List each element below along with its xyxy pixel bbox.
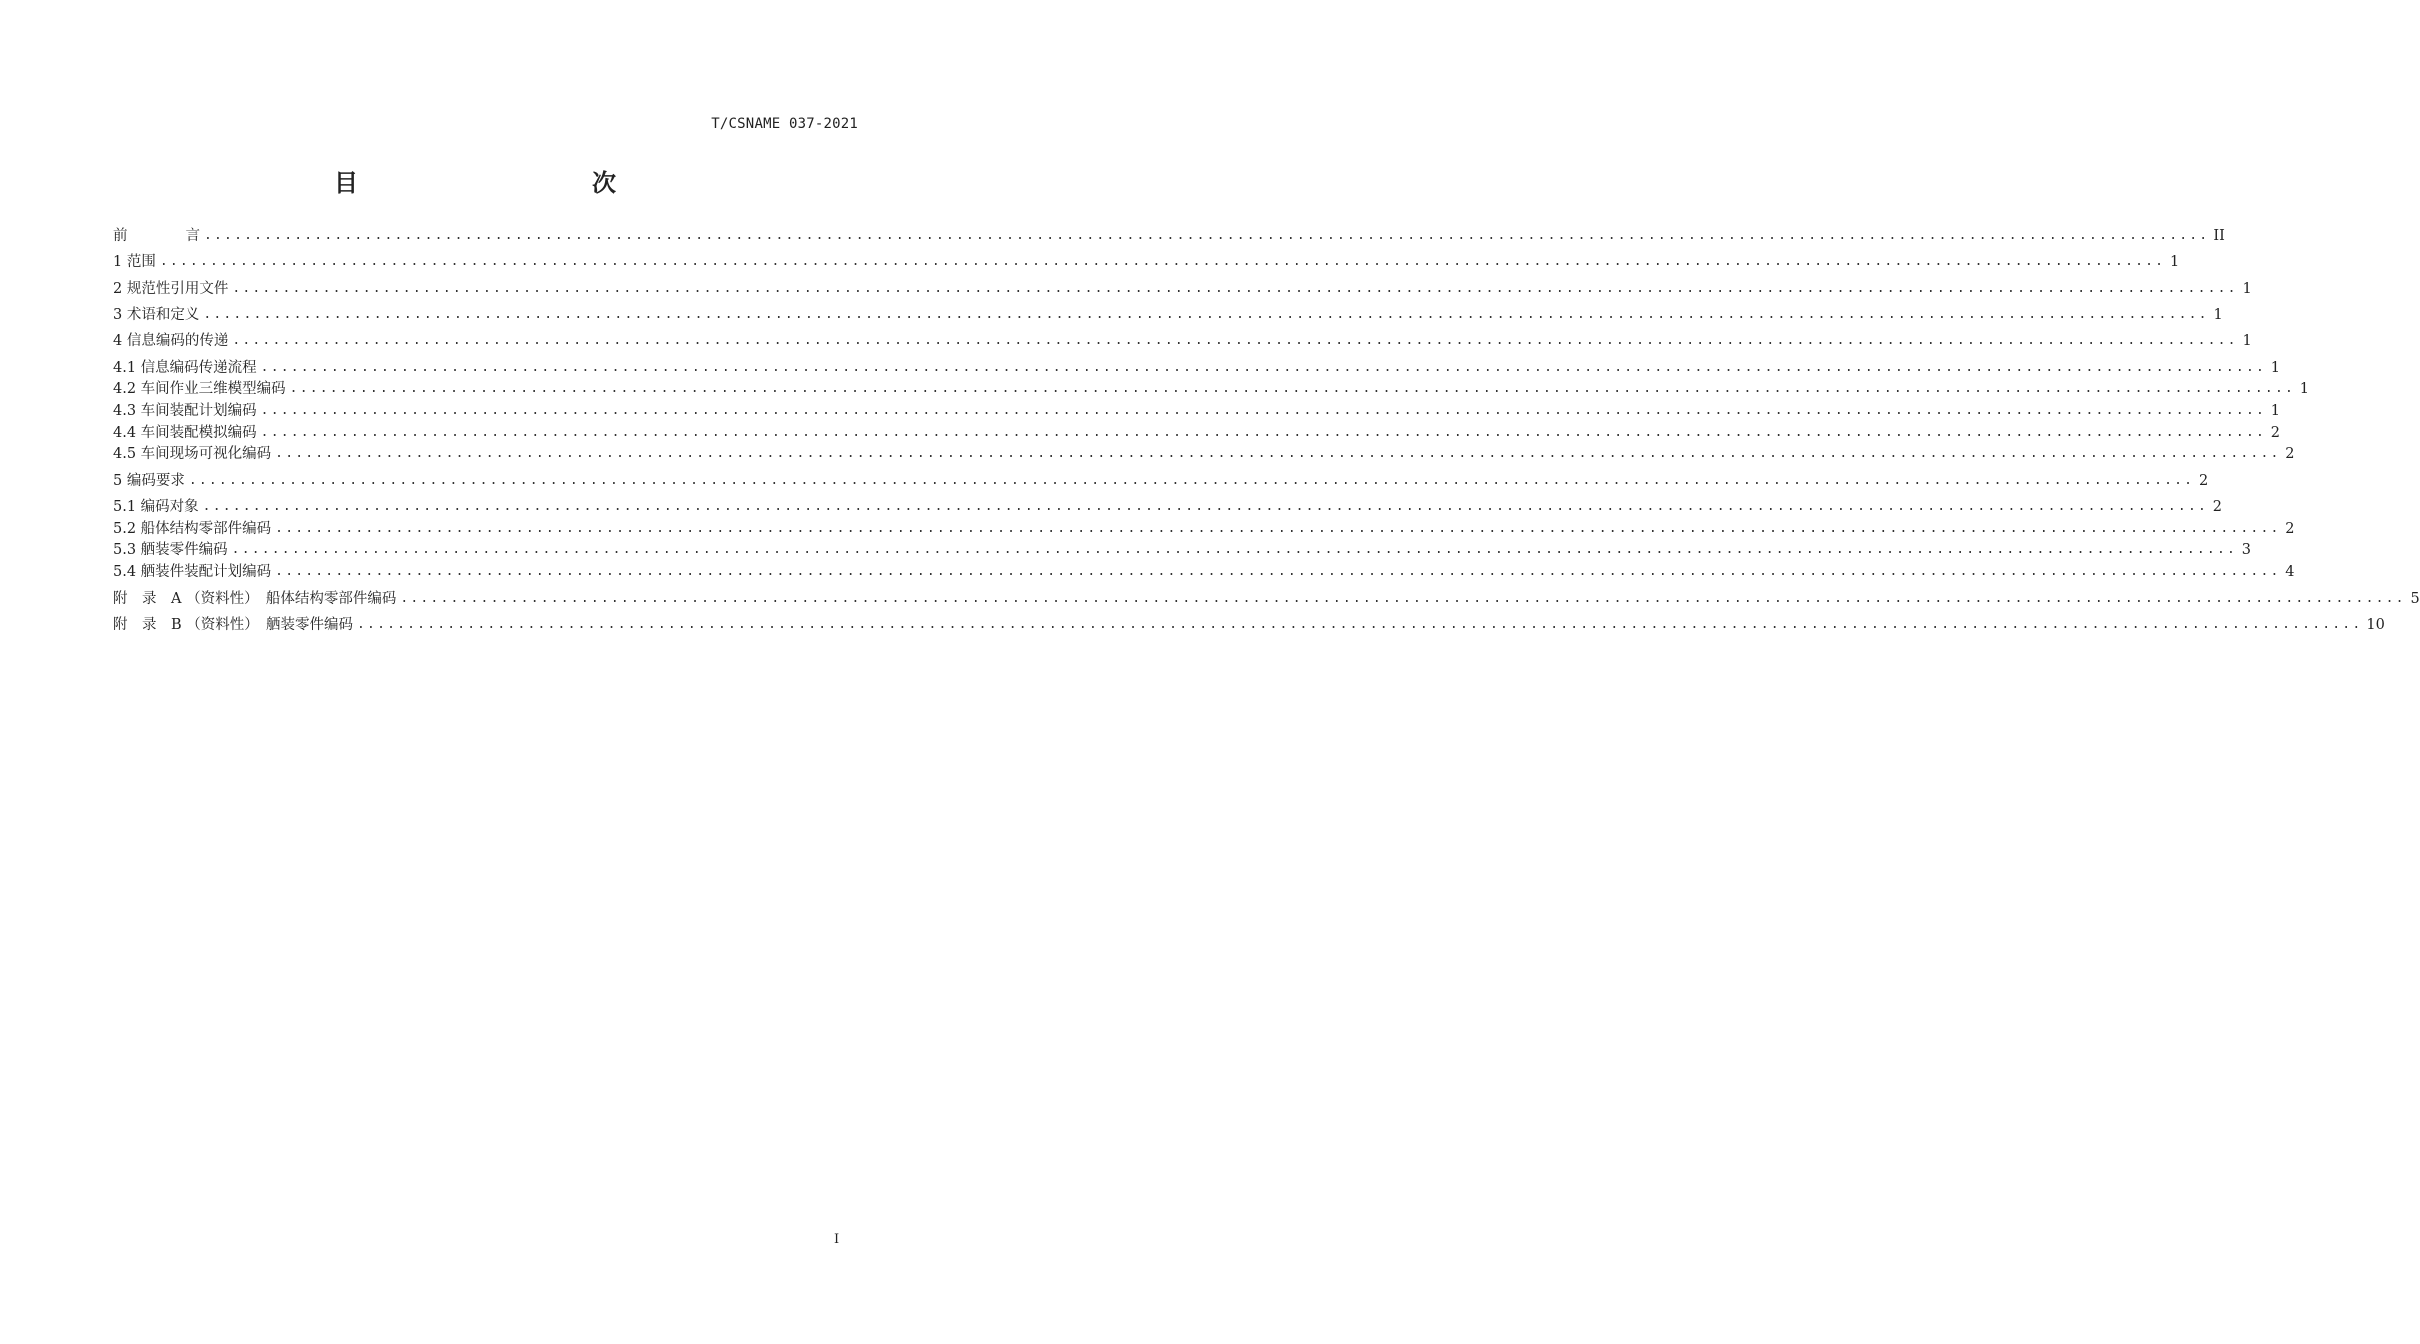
dot-leader: ........................................................................................................................................................................................................	[203, 307, 2209, 322]
toc-entry-label: 1 范围	[113, 254, 156, 270]
toc-entry-page: 1	[2242, 333, 2252, 349]
toc-entry-label: 附 录 A （资料性） 船体结构零部件编码	[113, 591, 397, 607]
toc-entry-5-2[interactable]	[113, 518, 2295, 540]
standard-number: T/CSNAME 037-2021	[711, 116, 858, 132]
toc-entry-label: 5 编码要求	[113, 473, 185, 489]
dot-leader: ........................................................................................................................................................................................................	[232, 281, 2238, 296]
toc-entry-4-1[interactable]	[113, 357, 2281, 379]
toc-entry-page: 2	[2212, 499, 2223, 515]
toc-entry-label: 4.4 车间装配模拟编码	[113, 425, 257, 441]
dot-leader: ........................................................................................................................................................................................................	[204, 228, 2210, 243]
dot-leader: ........................................................................................................................................................................................................	[202, 499, 2209, 514]
toc-entry-label: 4.1 信息编码传递流程	[113, 360, 257, 376]
page-number: I	[834, 1232, 840, 1247]
toc-entry-page: 2	[2285, 521, 2295, 537]
toc-entry-label: 前 言	[113, 228, 200, 244]
toc-entry-label: 4.2 车间作业三维模型编码	[113, 381, 286, 397]
dot-leader: ........................................................................................................................................................................................................	[260, 360, 2267, 375]
toc-entry-foreword[interactable]	[113, 225, 2225, 247]
toc-entry-label: 5.1 编码对象	[113, 499, 199, 515]
toc-entry-4-4[interactable]	[113, 422, 2281, 444]
toc-entry-label: 2 规范性引用文件	[113, 281, 229, 297]
toc-entry-page: 1	[2299, 381, 2310, 397]
toc-entry-5-3[interactable]	[113, 539, 2252, 561]
toc-entry-page: 1	[2213, 307, 2223, 323]
toc-entry-page: 10	[2366, 617, 2385, 633]
toc-entry-appendix-a[interactable]	[113, 588, 2420, 610]
toc-entry-label: 4.3 车间装配计划编码	[113, 403, 257, 419]
toc-entry-5-4[interactable]	[113, 561, 2295, 583]
toc-entry-4-5[interactable]	[113, 443, 2295, 465]
toc-entry-page: 1	[2169, 254, 2180, 270]
dot-leader: ........................................................................................................................................................................................................	[275, 446, 2281, 461]
toc-entry-page: 4	[2285, 564, 2295, 580]
toc-entry-5-1[interactable]	[113, 496, 2223, 518]
toc-entry-page: 3	[2241, 542, 2252, 558]
dot-leader: ........................................................................................................................................................................................................	[289, 381, 2296, 396]
dot-leader: ........................................................................................................................................................................................................	[260, 425, 2267, 440]
toc-entry-label: 4.5 车间现场可视化编码	[113, 446, 272, 462]
toc-entry-terms[interactable]	[113, 304, 2223, 326]
toc-entry-label: 3 术语和定义	[113, 307, 200, 323]
toc-entry-label: 附 录 B （资料性） 舾装零件编码	[113, 617, 354, 633]
toc-entry-normative-references[interactable]	[113, 278, 2252, 300]
toc-entry-page: 2	[2198, 473, 2209, 489]
toc-entry-page: II	[2213, 228, 2225, 244]
toc-entry-page: 1	[2242, 281, 2252, 297]
toc-entry-appendix-b[interactable]	[113, 614, 2385, 636]
toc-entry-page: 2	[2270, 425, 2281, 441]
dot-leader: ........................................................................................................................................................................................................	[275, 564, 2281, 579]
toc-entry-page: 2	[2285, 446, 2295, 462]
toc-entry-4-2[interactable]	[113, 378, 2310, 400]
toc-entry-section-4[interactable]	[113, 330, 2252, 352]
dot-leader: ........................................................................................................................................................................................................	[275, 521, 2281, 536]
toc-entry-label: 5.2 船体结构零部件编码	[113, 521, 272, 537]
toc-entry-scope[interactable]	[113, 251, 2180, 273]
toc-entry-label: 5.3 舾装零件编码	[113, 542, 228, 558]
dot-leader: ........................................................................................................................................................................................................	[188, 473, 2195, 488]
toc-entry-page: 5	[2410, 591, 2420, 607]
toc-entry-section-5[interactable]	[113, 470, 2209, 492]
dot-leader: ........................................................................................................................................................................................................	[260, 403, 2267, 418]
toc-entry-label: 4 信息编码的传递	[113, 333, 229, 349]
toc-entry-page: 1	[2270, 403, 2281, 419]
dot-leader: ........................................................................................................................................................................................................	[357, 617, 2363, 632]
toc-title: 目 次	[334, 169, 678, 197]
toc-entry-page: 1	[2270, 360, 2281, 376]
toc-entry-4-3[interactable]	[113, 400, 2281, 422]
toc-entry-label: 5.4 舾装件装配计划编码	[113, 564, 272, 580]
dot-leader: ........................................................................................................................................................................................................	[231, 542, 2238, 557]
dot-leader: ........................................................................................................................................................................................................	[400, 591, 2406, 606]
dot-leader: ........................................................................................................................................................................................................	[232, 333, 2238, 348]
dot-leader: ........................................................................................................................................................................................................	[159, 254, 2166, 269]
